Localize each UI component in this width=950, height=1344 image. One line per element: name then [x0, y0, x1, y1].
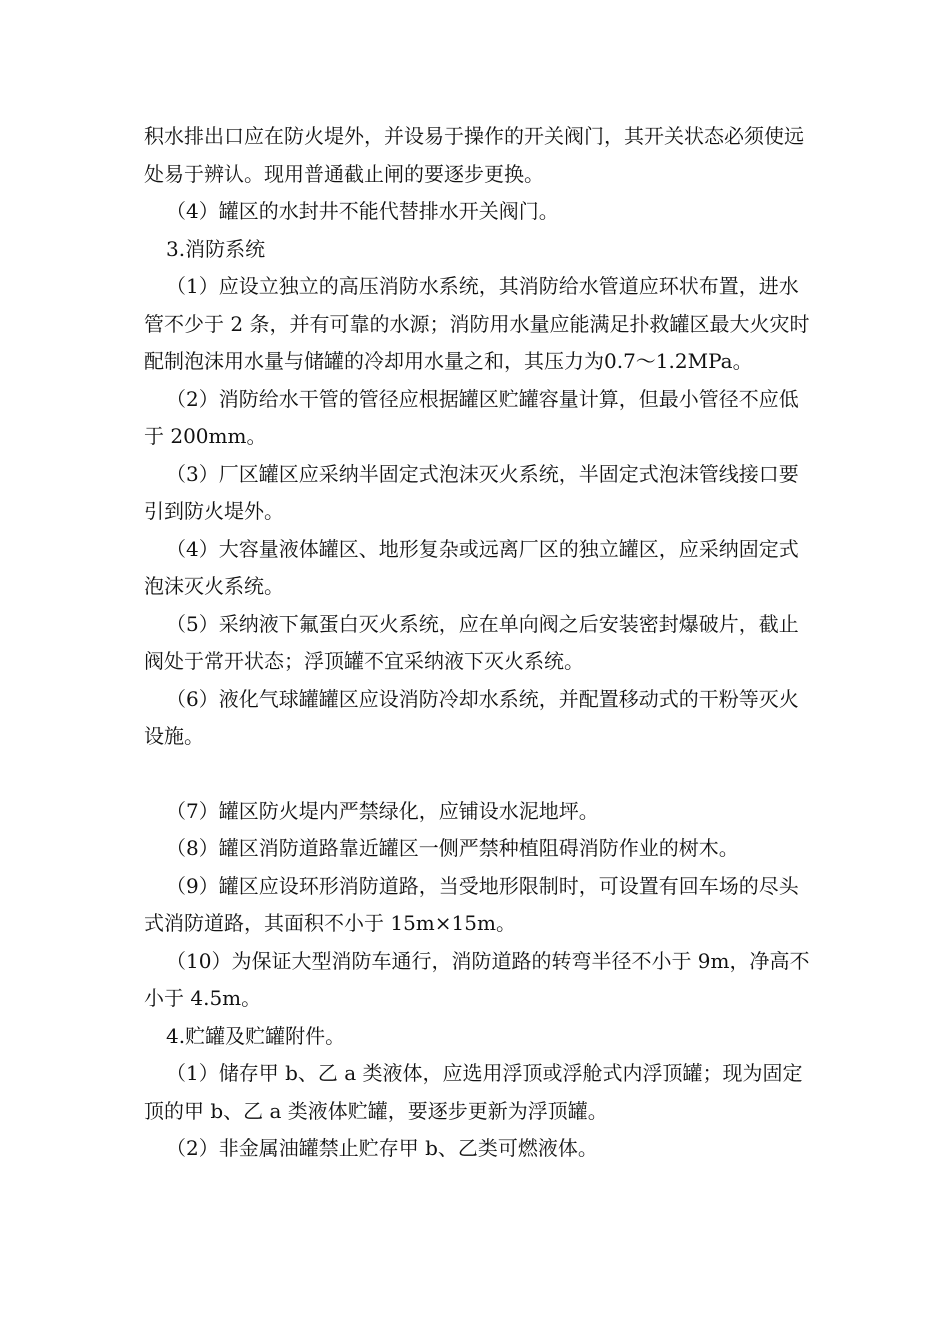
- blank-line: [144, 756, 812, 793]
- paragraph-item-7: （7）罐区防火堤内严禁绿化，应铺设水泥地坪。: [166, 798, 599, 823]
- paragraph-item-5: （5）采纳液下氟蛋白灭火系统，应在单向阀之后安装密封爆破片，截止阀处于常开状态；浮顶罐不宜采纳液下灭火系统。: [144, 611, 799, 673]
- paragraph-tank-item-1: （1）储存甲 b、乙 a 类液体，应选用浮顶或浮舱式内浮顶罐；现为固定顶的甲 b、乙 a 类液体贮罐，要逐步更新为浮顶罐。: [144, 1061, 803, 1123]
- paragraph-item-6: （6）液化气球罐罐区应设消防冷却水系统，并配置移动式的干粉等灭火设施。: [144, 686, 799, 748]
- paragraph-item-1: （1）应设立独立的高压消防水系统，其消防给水管道应环状布置，进水管不少于 2 条，并有可靠的水源；消防用水量应能满足扑救罐区最大火灾时配制泡沫用水量与储罐的冷却用水量之和，其压力为0.7～1.2MPa。: [144, 274, 810, 373]
- paragraph-item-8: （8）罐区消防道路靠近罐区一侧严禁种植阻碍消防作业的树木。: [166, 836, 739, 860]
- paragraph-item-10: （10）为保证大型消防车通行，消防道路的转弯半径不小于 9m，净高不小于 4.5m。: [144, 948, 810, 1010]
- paragraph-water-seal: （4）罐区的水封井不能代替排水开关阀门。: [166, 199, 559, 223]
- paragraph-drain-outlet: 积水排出口应在防火堤外，并设易于操作的开关阀门，其开关状态必须使远处易于辨认。现用普通截止闸的要逐步更换。: [144, 124, 804, 186]
- paragraph-item-9: （9）罐区应设环形消防道路，当受地形限制时，可设置有回车场的尽头式消防道路，其面积不小于 15m×15m。: [144, 873, 799, 935]
- paragraph-item-2: （2）消防给水干管的管径应根据罐区贮罐容量计算，但最小管径不应低于 200mm。: [144, 386, 799, 448]
- section-heading-fire-system: 3.消防系统: [166, 236, 266, 261]
- paragraph-item-4: （4）大容量液体罐区、地形复杂或远离厂区的独立罐区，应采纳固定式泡沫灭火系统。: [144, 536, 799, 598]
- paragraph-item-3: （3）厂区罐区应采纳半固定式泡沫灭火系统，半固定式泡沫管线接口要引到防火堤外。: [144, 461, 799, 523]
- document-page: [144, 118, 812, 1168]
- paragraph-tank-item-2: （2）非金属油罐禁止贮存甲 b、乙类可燃液体。: [166, 1136, 598, 1160]
- section-heading-tanks: 4.贮罐及贮罐附件。: [166, 1023, 346, 1048]
